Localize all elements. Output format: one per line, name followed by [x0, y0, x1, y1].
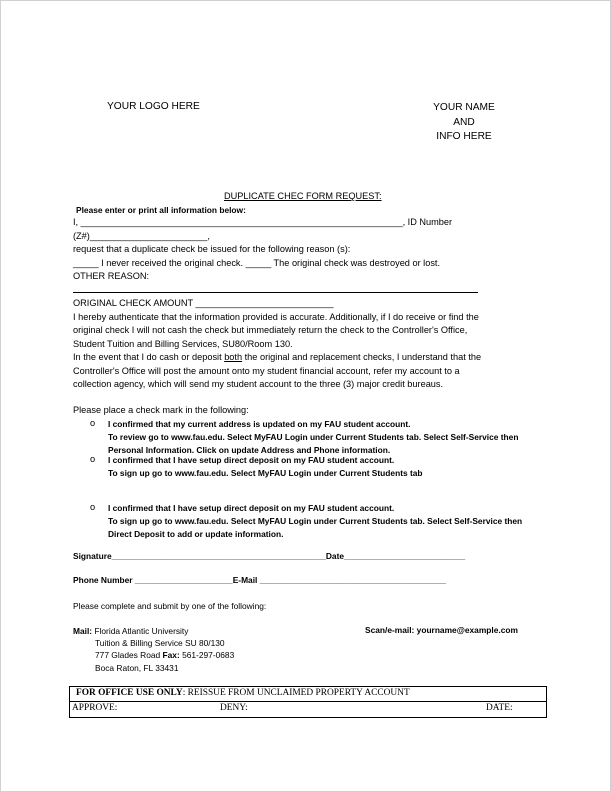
fax-label: Fax:: [162, 650, 180, 661]
paragraph-line: Controller's Office will post the amount onto my student financial account, refer my account to a: [73, 365, 460, 376]
checklist-intro: Please place a check mark in the following:: [73, 405, 249, 415]
paragraph-line: original check I will not cash the check but immediately return the check to the Controller's Office,: [73, 325, 468, 336]
paragraph-text: In the event that I do cash or deposit: [73, 352, 225, 363]
mail-text: Florida Atlantic University: [94, 626, 189, 636]
checklist-line: To sign up go to www.fau.edu. Select MyFAU Login under Current Students tab. Select Self-Service then: [108, 515, 523, 526]
amount-line: ORIGINAL CHECK AMOUNT ___________________________: [73, 298, 334, 308]
fax-number: 561-297-0683: [182, 650, 235, 661]
paragraph-line: I hereby authenticate that the information provided is accurate. Additionally, if I do receive or find the: [73, 312, 479, 322]
instruction-text: Please enter or print all information below:: [76, 205, 246, 215]
name-line: INFO HERE: [436, 131, 492, 142]
checklist-line: Direct Deposit to add or update information.: [108, 528, 284, 539]
checklist-item-direct-deposit: [108, 454, 423, 480]
paragraph-text: the original and replacement checks, I understand that the: [242, 352, 482, 363]
mail-text: 777 Glades Road: [95, 650, 161, 661]
office-use-title: FOR OFFICE USE ONLY: [76, 688, 183, 698]
office-use-label: [76, 688, 410, 698]
checklist-line: To sign up go to www.fau.edu. Select MyFAU Login under Current Students tab: [108, 467, 423, 478]
name-line: AND: [453, 116, 475, 128]
checklist-line: To review go to www.fau.edu. Select MyFAU Login under Current Students tab. Select Self-Service then: [108, 431, 519, 442]
phone-email-line[interactable]: Phone Number _____________________E-Mail ________________________________________: [73, 575, 447, 585]
other-reason-rule: [73, 292, 478, 293]
paragraph-emphasis: both: [224, 352, 243, 363]
office-use-box: [69, 686, 547, 718]
mail-label: Mail:: [73, 626, 93, 636]
checklist-item-direct-deposit-selfservice: [108, 502, 522, 540]
office-divider: [70, 701, 546, 702]
approve-label: APPROVE:: [72, 703, 118, 713]
logo-placeholder: YOUR LOGO HERE: [107, 101, 200, 112]
date-label: DATE:: [486, 703, 513, 713]
authentication-paragraph: [73, 311, 481, 391]
name-id-line: I, _______________________________________________________________, ID Number: [73, 217, 453, 227]
office-use-text: : REISSUE FROM UNCLAIMED PROPERTY ACCOUNT: [182, 688, 410, 698]
checklist-line: I confirmed that I have setup direct deposit on my FAU student account.: [108, 503, 395, 513]
checkbox-bullet[interactable]: o: [90, 454, 96, 464]
paragraph-line: Student Tuition and Billing Services, SU80/Room 130.: [73, 338, 293, 349]
checkbox-bullet[interactable]: o: [90, 502, 96, 512]
paragraph-line: collection agency, which will send my student account to the three (3) major credit bureaus.: [73, 379, 444, 390]
deny-label: DENY:: [220, 703, 248, 713]
mail-line: Boca Raton, FL 33431: [95, 662, 179, 673]
signature-date-line[interactable]: Signature______________________________________________Date__________________________: [73, 551, 466, 561]
scan-email-text: Scan/e-mail: yourname@example.com: [365, 625, 518, 635]
mail-line: [73, 625, 234, 637]
mail-line: Tuition & Billing Service SU 80/130: [95, 638, 225, 649]
checkbox-bullet[interactable]: o: [90, 418, 96, 428]
request-text: request that a duplicate check be issued for the following reason (s):: [73, 244, 351, 254]
reason-line: _____ I never received the original check. _____ The original check was destroyed or lost.: [73, 258, 441, 268]
mail-line: [73, 649, 234, 661]
checklist-item-address: [108, 418, 518, 456]
name-info-block: [416, 101, 512, 145]
mail-address-block: [73, 625, 234, 674]
submit-intro: Please complete and submit by one of the following:: [73, 601, 267, 611]
checklist-line: I confirmed that my current address is updated on my FAU student account.: [108, 419, 411, 429]
checklist-line: I confirmed that I have setup direct deposit on my FAU student account.: [108, 455, 395, 465]
paragraph-line: [73, 351, 481, 364]
other-reason-label: OTHER REASON:: [73, 271, 150, 281]
z-number-line: (Z#)_______________________,: [73, 231, 210, 241]
checklist-line: Personal Information. Click on update Address and Phone information.: [108, 444, 391, 455]
name-line: YOUR NAME: [433, 102, 495, 113]
form-title: DUPLICATE CHEC FORM REQUEST:: [224, 191, 382, 201]
